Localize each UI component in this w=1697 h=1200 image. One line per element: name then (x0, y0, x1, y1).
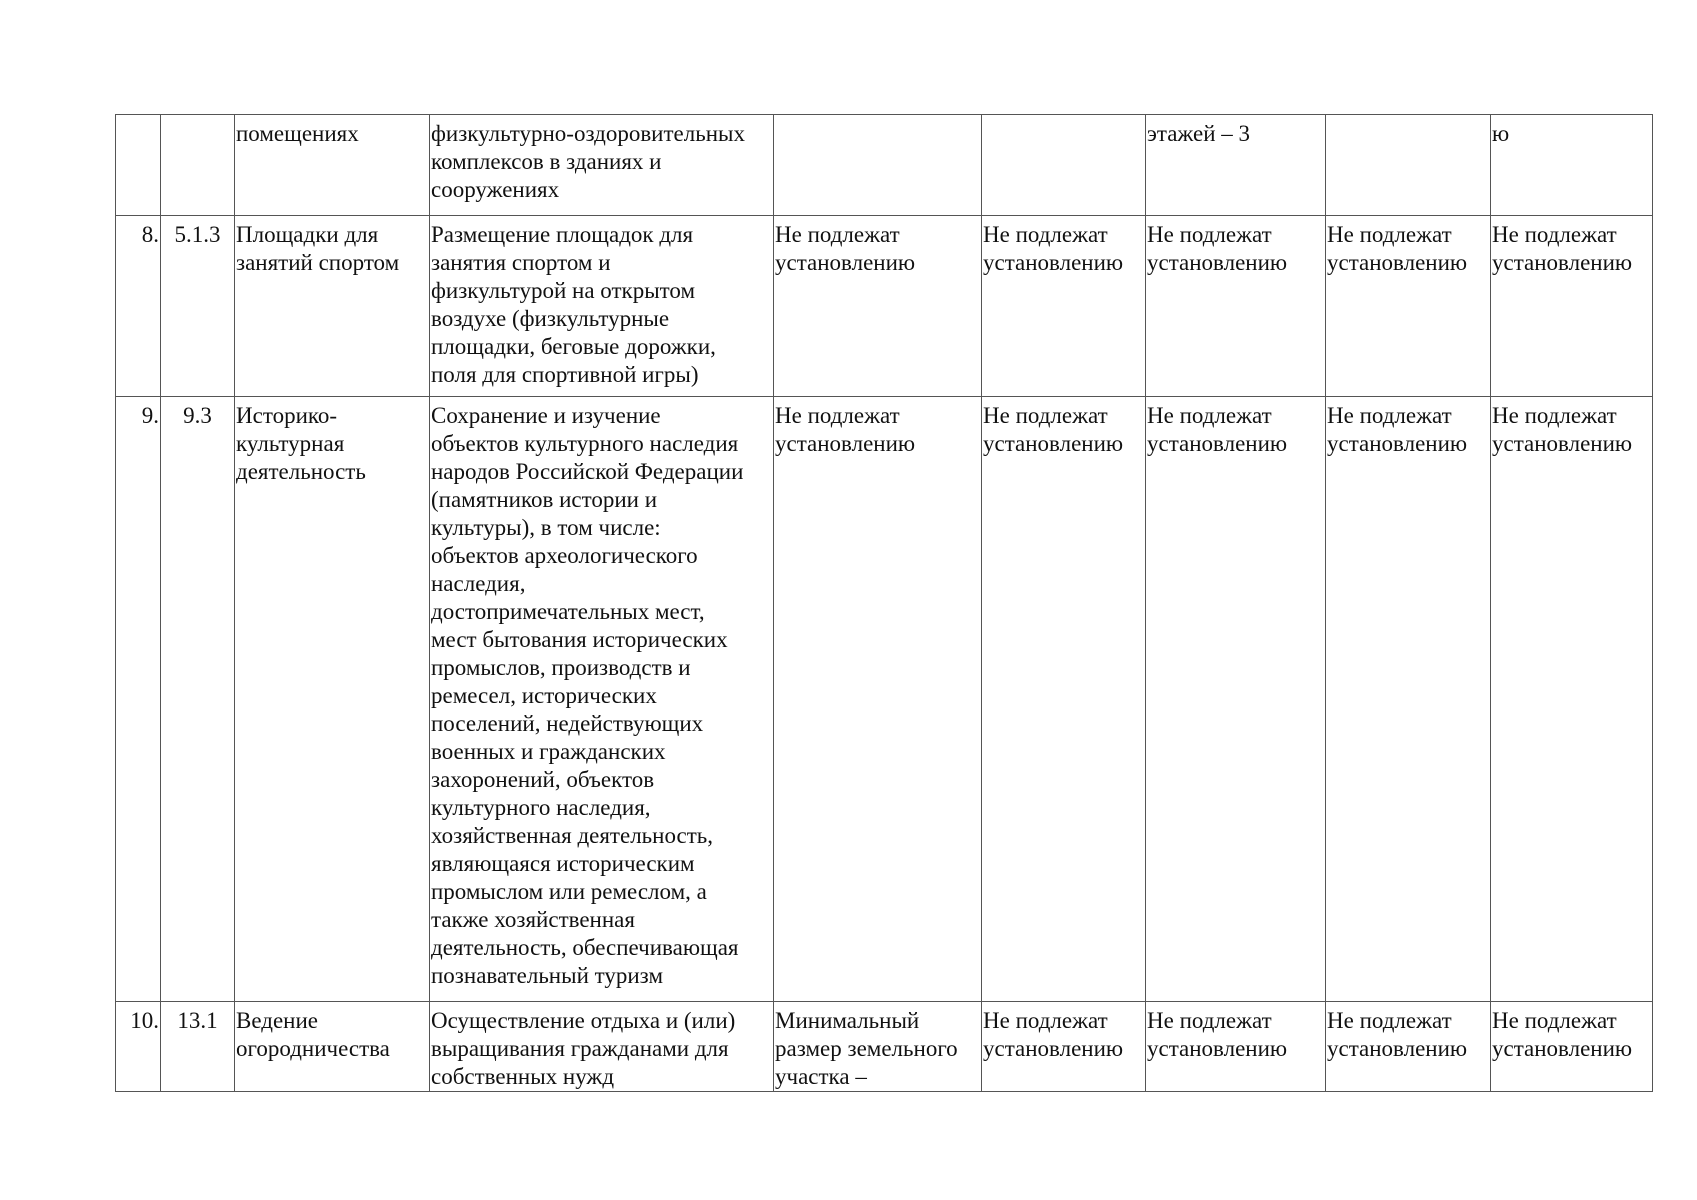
param-value: Не подлежат установлению (775, 403, 916, 456)
param-cell (1146, 397, 1326, 1002)
param-cell (774, 1002, 982, 1092)
table-row (116, 397, 1653, 1002)
param-value: Не подлежат установлению (1327, 403, 1468, 456)
use-code: 13.1 (177, 1008, 218, 1033)
use-code: 9.3 (183, 403, 212, 428)
param-value: этажей – 3 (1147, 121, 1251, 146)
param-cell (1326, 397, 1491, 1002)
param-cell (1326, 115, 1491, 216)
code-cell (161, 115, 235, 216)
description-cell (430, 115, 774, 216)
param-cell (774, 115, 982, 216)
description-cell (430, 1002, 774, 1092)
param-value: Не подлежат установлению (775, 222, 916, 275)
param-cell (982, 216, 1146, 397)
param-value: Не подлежат установлению (983, 222, 1124, 275)
param-value: Не подлежат установлению (1327, 222, 1468, 275)
param-value: Не подлежат установлению (1492, 403, 1633, 456)
use-code: 5.1.3 (174, 222, 221, 247)
param-value: Не подлежат установлению (1492, 1008, 1633, 1061)
param-value: Не подлежат установлению (1147, 403, 1288, 456)
param-cell (1146, 1002, 1326, 1092)
param-cell (1146, 115, 1326, 216)
param-value: Не подлежат установлению (1147, 1008, 1288, 1061)
description-cell (430, 216, 774, 397)
row-number-cell (116, 216, 161, 397)
param-value: Не подлежат установлению (1147, 222, 1288, 275)
param-cell (982, 1002, 1146, 1092)
param-cell (774, 216, 982, 397)
table-row (116, 115, 1653, 216)
param-cell (1326, 216, 1491, 397)
param-value: ю (1492, 121, 1510, 146)
use-name-cell (235, 1002, 430, 1092)
use-name-cell (235, 397, 430, 1002)
use-name: Ведение огородничества (236, 1008, 390, 1061)
param-value: Не подлежат установлению (983, 1008, 1124, 1061)
row-number-cell (116, 115, 161, 216)
row-number: 9. (141, 403, 159, 428)
table-row (116, 216, 1653, 397)
row-number-cell (116, 397, 161, 1002)
param-cell (1491, 216, 1653, 397)
row-number-cell (116, 1002, 161, 1092)
param-cell (774, 397, 982, 1002)
param-cell (982, 115, 1146, 216)
description-cell (430, 397, 774, 1002)
param-value: Минимальный размер земельного участка – (775, 1008, 958, 1089)
regulations-table (115, 114, 1653, 1092)
row-number: 10. (130, 1008, 159, 1033)
use-name: Историко- культурная деятельность (236, 403, 366, 484)
code-cell (161, 1002, 235, 1092)
table-row (116, 1002, 1653, 1092)
use-description: Сохранение и изучение объектов культурного наследия народов Российской Федерации (памятников истории и культуры), в том числе: объектов археологического наследия, достопримечательных мест, мест бытования исторических промыслов, производств и ремесел, исторических поселений, недействующих военных и гражданских захоронений, объектов культурного наследия, хозяйственная деятельность, являющаяся историческим промыслом или ремеслом, а также хозяйственная деятельность, обеспечивающая познавательный туризм (431, 403, 744, 988)
param-cell (1491, 115, 1653, 216)
code-cell (161, 397, 235, 1002)
param-value: Не подлежат установлению (1492, 222, 1633, 275)
use-name: Площадки для занятий спортом (236, 222, 400, 275)
param-cell (1491, 1002, 1653, 1092)
param-cell (982, 397, 1146, 1002)
param-value: Не подлежат установлению (983, 403, 1124, 456)
param-cell (1491, 397, 1653, 1002)
use-description: Осуществление отдыха и (или) выращивания гражданами для собственных нужд (431, 1008, 736, 1089)
row-number: 8. (141, 222, 159, 247)
use-description: Размещение площадок для занятия спортом и физкультурой на открытом воздухе (физкультурные площадки, беговые дорожки, поля для спортивной игры) (431, 222, 716, 387)
param-cell (1146, 216, 1326, 397)
param-value: Не подлежат установлению (1327, 1008, 1468, 1061)
use-name: помещениях (236, 121, 359, 146)
param-cell (1326, 1002, 1491, 1092)
use-name-cell (235, 115, 430, 216)
code-cell (161, 216, 235, 397)
use-description: физкультурно-оздоровительных комплексов в зданиях и сооружениях (431, 121, 745, 202)
use-name-cell (235, 216, 430, 397)
